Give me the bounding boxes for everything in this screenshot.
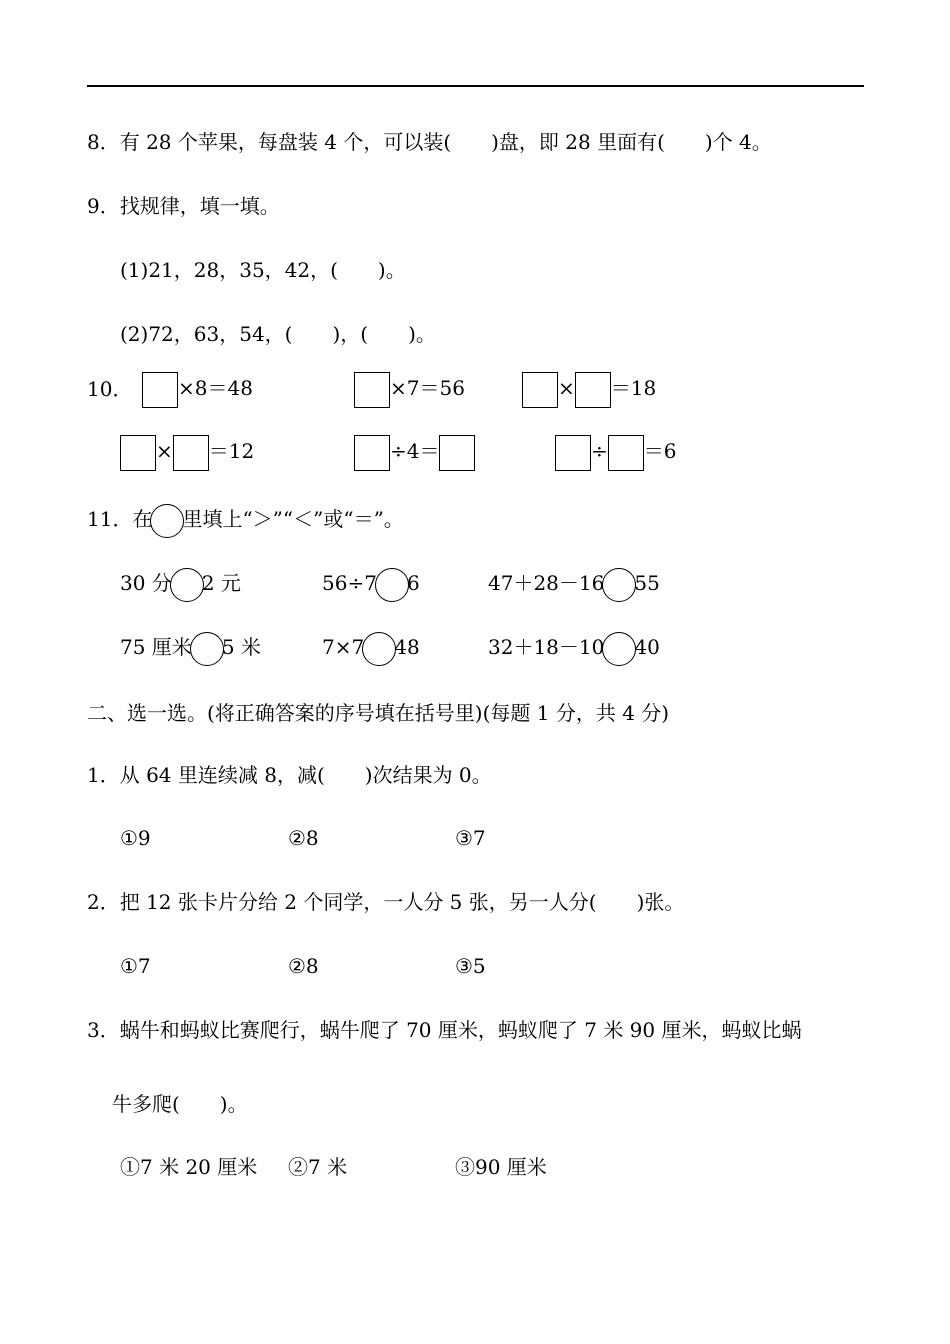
answer-box[interactable] [173,435,209,471]
comparison-left: 75 厘米 [120,635,192,659]
comparison-right: 5 米 [221,635,261,659]
comparison-left: 30 分 [120,571,172,595]
answer-box[interactable] [354,372,390,408]
comparison-right: 40 [634,635,660,659]
equation-text: ÷4＝ [390,439,440,463]
comparison-left: 32＋18－10 [488,635,605,659]
comparison-2 [322,564,420,602]
comparison-right: 6 [406,571,420,595]
comparison-left: 47＋28－16 [488,571,605,595]
equation-text: × [156,439,173,463]
equation-text: ＝6 [643,439,677,463]
question-9-part-1: (1)21，28，35，42，( )。 [120,258,406,282]
question-9-title: 9．找规律，填一填。 [87,194,280,218]
equation-b [354,369,465,408]
choice-question-3-line-2: 牛多爬( )。 [112,1092,248,1116]
equation-text: ＝12 [208,439,255,463]
comparison-circle[interactable] [602,568,636,602]
equation-d [120,432,254,471]
equation-text: ÷ [591,439,608,463]
equation-text: × [558,376,575,400]
answer-box[interactable] [354,435,390,471]
comparison-circle[interactable] [362,632,396,666]
answer-box[interactable] [120,435,156,471]
comparison-circle[interactable] [602,632,636,666]
comparison-1 [120,564,241,602]
choice-1-option-2: ②8 [288,826,319,850]
question-text: 11．在 [87,507,153,531]
choice-3-option-2: ②7 米 [288,1155,348,1179]
comparison-left: 56÷7 [322,571,377,595]
choice-2-option-2: ②8 [288,954,319,978]
answer-box[interactable] [575,372,611,408]
comparison-right: 48 [394,635,420,659]
comparison-6 [488,628,660,666]
choice-1-option-1: ①9 [120,826,151,850]
comparison-right: 2 元 [201,571,241,595]
equation-c [522,369,656,408]
equation-text: ＝18 [610,376,657,400]
comparison-4 [120,628,261,666]
choice-3-option-1: ①7 米 20 厘米 [120,1155,258,1179]
equation-f [555,432,677,471]
answer-box[interactable] [142,372,178,408]
comparison-circle[interactable] [170,568,204,602]
choice-3-option-3: ③90 厘米 [455,1155,547,1179]
question-10-row-1 [87,370,132,408]
answer-box[interactable] [522,372,558,408]
answer-box[interactable] [439,435,475,471]
question-8: 8．有 28 个苹果，每盘装 4 个，可以装( )盘，即 28 里面有( )个 4。 [87,130,772,154]
choice-1-option-3: ③7 [455,826,486,850]
comparison-3 [488,564,660,602]
choice-question-3-line-1: 3．蜗牛和蚂蚁比赛爬行，蜗牛爬了 70 厘米，蚂蚁爬了 7 米 90 厘米，蚂蚁比蜗 [87,1018,802,1042]
question-10-number: 10． [87,377,133,401]
question-9-part-2: (2)72，63，54，( )，( )。 [120,322,436,346]
question-11-title [87,500,404,538]
comparison-circle[interactable] [190,632,224,666]
choice-question-1: 1．从 64 里连续减 8，减( )次结果为 0。 [87,763,492,787]
equation-a [142,369,253,408]
comparison-left: 7×7 [322,635,365,659]
choice-2-option-1: ①7 [120,954,151,978]
comparison-5 [322,628,420,666]
choice-2-option-3: ③5 [455,954,486,978]
section-2-title: 二、选一选。(将正确答案的序号填在括号里)(每题 1 分，共 4 分) [87,701,670,725]
header-rule [87,85,864,87]
equation-e [354,432,475,471]
comparison-circle[interactable] [375,568,409,602]
choice-question-2: 2．把 12 张卡片分给 2 个同学，一人分 5 张，另一人分( )张。 [87,890,685,914]
answer-box[interactable] [608,435,644,471]
answer-box[interactable] [555,435,591,471]
comparison-right: 55 [634,571,660,595]
equation-text: ×8＝48 [178,376,253,400]
equation-text: ×7＝56 [390,376,465,400]
comparison-circle [150,504,184,538]
question-text: 里填上“＞”“＜”或“＝”。 [182,507,404,531]
